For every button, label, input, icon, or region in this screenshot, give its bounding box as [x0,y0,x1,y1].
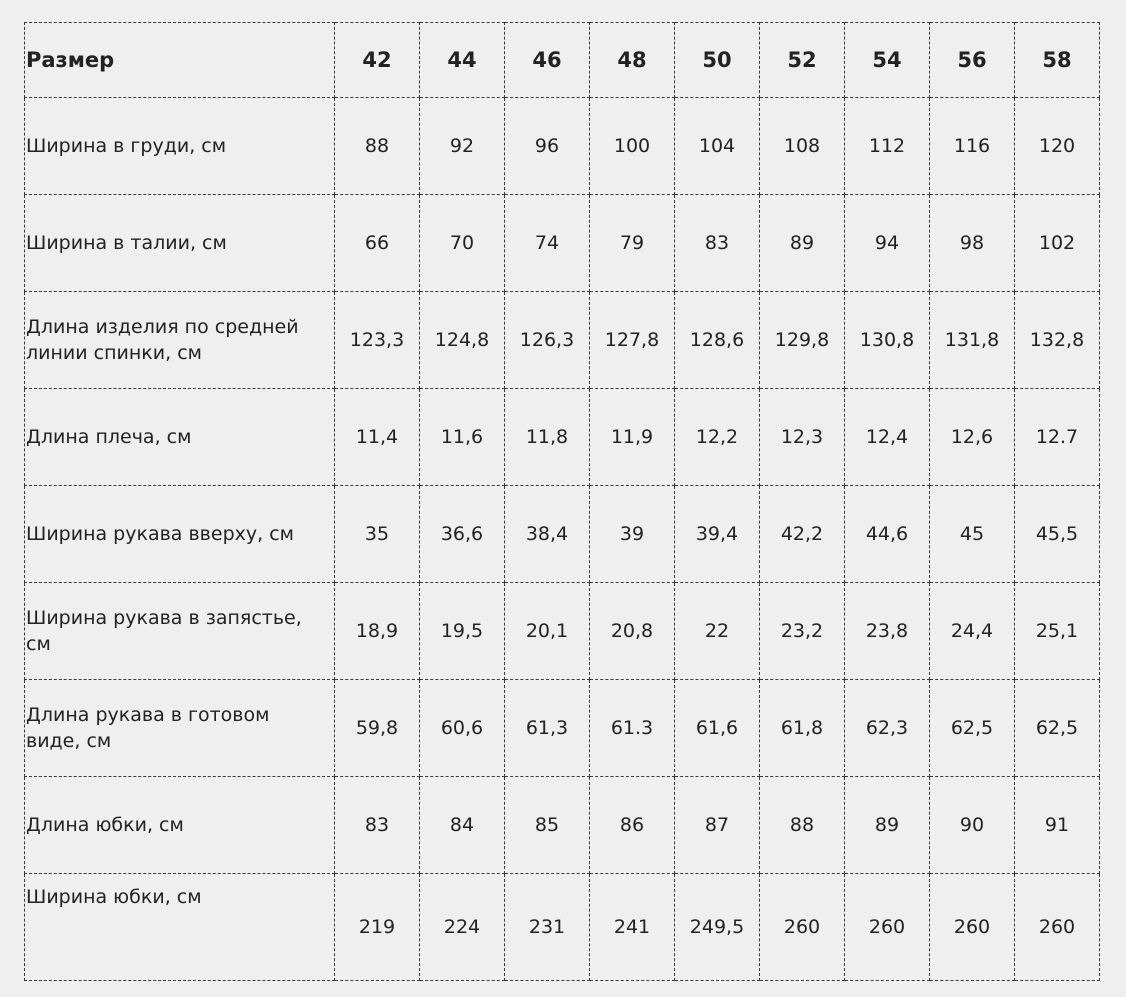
value-cell: 96 [505,98,590,195]
value-cell: 66 [335,195,420,292]
value-cell: 45,5 [1015,486,1100,583]
value-cell: 61,8 [760,680,845,777]
value-cell: 98 [930,195,1015,292]
value-cell: 20,1 [505,583,590,680]
value-cell: 44,6 [845,486,930,583]
value-cell: 112 [845,98,930,195]
value-cell: 89 [760,195,845,292]
value-cell: 42,2 [760,486,845,583]
value-cell: 60,6 [420,680,505,777]
value-cell: 11,9 [590,389,675,486]
value-cell: 23,2 [760,583,845,680]
value-cell: 260 [1015,874,1100,981]
value-cell: 36,6 [420,486,505,583]
row-label-cell: Ширина юбки, см [25,874,335,981]
size-header-cell: 46 [505,23,590,98]
value-cell: 20,8 [590,583,675,680]
value-cell: 127,8 [590,292,675,389]
table-row [25,98,1100,195]
value-cell: 24,4 [930,583,1015,680]
value-cell: 92 [420,98,505,195]
value-cell: 231 [505,874,590,981]
value-cell: 260 [930,874,1015,981]
size-header-cell: 50 [675,23,760,98]
size-header-cell: 44 [420,23,505,98]
size-header-cell: 48 [590,23,675,98]
table-row [25,195,1100,292]
value-cell: 11,6 [420,389,505,486]
size-header-cell: 42 [335,23,420,98]
value-cell: 88 [760,777,845,874]
value-cell: 83 [335,777,420,874]
size-header-cell: 52 [760,23,845,98]
value-cell: 130,8 [845,292,930,389]
value-cell: 260 [760,874,845,981]
table-row [25,777,1100,874]
table-row [25,389,1100,486]
value-cell: 241 [590,874,675,981]
row-label-cell: Длина плеча, см [25,389,335,486]
value-cell: 23,8 [845,583,930,680]
value-cell: 131,8 [930,292,1015,389]
size-header-cell: 54 [845,23,930,98]
value-cell: 62,5 [1015,680,1100,777]
value-cell: 39,4 [675,486,760,583]
value-cell: 123,3 [335,292,420,389]
value-cell: 86 [590,777,675,874]
value-cell: 61,3 [505,680,590,777]
value-cell: 12.7 [1015,389,1100,486]
value-cell: 59,8 [335,680,420,777]
value-cell: 12,4 [845,389,930,486]
value-cell: 12,6 [930,389,1015,486]
value-cell: 129,8 [760,292,845,389]
value-cell: 104 [675,98,760,195]
row-label-cell: Ширина в груди, см [25,98,335,195]
value-cell: 83 [675,195,760,292]
value-cell: 91 [1015,777,1100,874]
value-cell: 70 [420,195,505,292]
value-cell: 108 [760,98,845,195]
value-cell: 94 [845,195,930,292]
value-cell: 11,4 [335,389,420,486]
value-cell: 89 [845,777,930,874]
value-cell: 35 [335,486,420,583]
value-cell: 38,4 [505,486,590,583]
value-cell: 25,1 [1015,583,1100,680]
table-row [25,583,1100,680]
value-cell: 87 [675,777,760,874]
value-cell: 12,2 [675,389,760,486]
value-cell: 11,8 [505,389,590,486]
value-cell: 249,5 [675,874,760,981]
size-chart-table [24,22,1100,981]
value-cell: 224 [420,874,505,981]
value-cell: 120 [1015,98,1100,195]
value-cell: 100 [590,98,675,195]
row-label-cell: Ширина рукава вверху, см [25,486,335,583]
size-header-cell: 58 [1015,23,1100,98]
table-header-row [25,23,1100,98]
header-label-cell: Размер [25,23,335,98]
value-cell: 39 [590,486,675,583]
value-cell: 88 [335,98,420,195]
value-cell: 219 [335,874,420,981]
table-row [25,292,1100,389]
value-cell: 132,8 [1015,292,1100,389]
table-row [25,680,1100,777]
value-cell: 90 [930,777,1015,874]
value-cell: 74 [505,195,590,292]
row-label-cell: Ширина рукава в запястье, см [25,583,335,680]
value-cell: 62,3 [845,680,930,777]
row-label-cell: Длина изделия по средней линии спинки, см [25,292,335,389]
value-cell: 45 [930,486,1015,583]
value-cell: 61,6 [675,680,760,777]
value-cell: 22 [675,583,760,680]
value-cell: 128,6 [675,292,760,389]
value-cell: 102 [1015,195,1100,292]
size-header-cell: 56 [930,23,1015,98]
row-label-cell: Длина рукава в готовом виде, см [25,680,335,777]
value-cell: 12,3 [760,389,845,486]
value-cell: 79 [590,195,675,292]
value-cell: 85 [505,777,590,874]
row-label-cell: Длина юбки, см [25,777,335,874]
table-row [25,874,1100,981]
row-label-cell: Ширина в талии, см [25,195,335,292]
value-cell: 116 [930,98,1015,195]
value-cell: 126,3 [505,292,590,389]
value-cell: 18,9 [335,583,420,680]
value-cell: 84 [420,777,505,874]
value-cell: 62,5 [930,680,1015,777]
value-cell: 61.3 [590,680,675,777]
table-row [25,486,1100,583]
value-cell: 260 [845,874,930,981]
value-cell: 124,8 [420,292,505,389]
value-cell: 19,5 [420,583,505,680]
